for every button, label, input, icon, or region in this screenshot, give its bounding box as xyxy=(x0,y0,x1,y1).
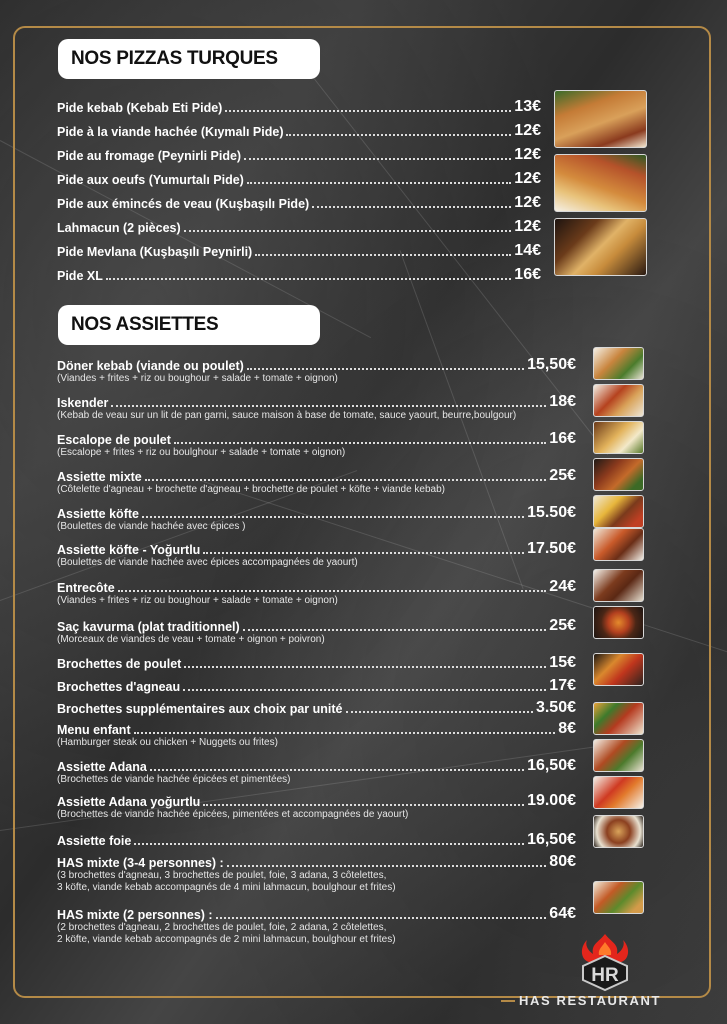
menu-item-name: Pide aux émincés de veau (Kuşbaşılı Pide) xyxy=(57,197,310,211)
menu-item xyxy=(57,574,576,596)
menu-item xyxy=(57,673,576,695)
menu-item-price: 25€ xyxy=(549,467,576,484)
menu-item-price: 18€ xyxy=(549,393,576,410)
menu-item-description: (Viandes + frites + riz ou boughour + salade + tomate + oignon) xyxy=(57,373,338,384)
menu-item xyxy=(57,190,541,212)
dot-leader xyxy=(286,134,511,136)
dot-leader xyxy=(174,442,546,444)
menu-item-name: Assiette mixte xyxy=(57,470,142,484)
dot-leader xyxy=(184,666,546,668)
menu-item-description: (Côtelette d'agneau + brochette d'agneau + brochette de poulet + köfte + viande kebab) xyxy=(57,484,445,495)
menu-item-price: 12€ xyxy=(514,170,541,187)
menu-item-price: 12€ xyxy=(514,146,541,163)
entrecote-photo xyxy=(593,569,644,602)
kofte-yogurt-photo xyxy=(593,528,644,561)
menu-item xyxy=(57,118,541,140)
dot-leader xyxy=(243,629,547,631)
menu-item-price: 25€ xyxy=(549,617,576,634)
menu-item-name: Assiette Adana yoğurtlu xyxy=(57,795,201,809)
menu-item-price: 16€ xyxy=(549,430,576,447)
adana-yogurt-photo xyxy=(593,776,644,809)
menu-item-description: (2 brochettes d'agneau, 2 brochettes de poulet, foie, 2 adana, 2 côtelettes, xyxy=(57,922,387,933)
menu-item-price: 16,50€ xyxy=(527,831,576,848)
menu-item xyxy=(57,463,576,485)
dot-leader xyxy=(216,917,547,919)
menu-item-price: 24€ xyxy=(549,578,576,595)
menu-item-price: 12€ xyxy=(514,122,541,139)
menu-item xyxy=(57,389,576,411)
menu-item-name: Pide kebab (Kebab Eti Pide) xyxy=(57,101,223,115)
section-title-assiettes: NOS ASSIETTES xyxy=(58,305,320,345)
menu-item-name: Iskender xyxy=(57,396,109,410)
menu-item-description: (3 brochettes d'agneau, 3 brochettes de poulet, foie, 3 adana, 3 côtelettes, xyxy=(57,870,387,881)
menu-item-description: (Brochettes de viande hachée épicées, pimentées et accompagnées de yaourt) xyxy=(57,809,409,820)
menu-item xyxy=(57,716,576,738)
menu-item-name: Brochettes de poulet xyxy=(57,657,182,671)
dot-leader xyxy=(312,206,511,208)
menu-item xyxy=(57,849,576,871)
menu-item-name: Brochettes supplémentaires aux choix par unité xyxy=(57,702,343,716)
menu-item-name: Pide XL xyxy=(57,269,103,283)
menu-item xyxy=(57,426,576,448)
dot-leader xyxy=(184,230,512,232)
menu-item-description: (Kebab de veau sur un lit de pan garni, sauce maison à base de tomate, sauce yaourt, beurre,boulgour) xyxy=(57,410,517,421)
menu-item-description: (Morceaux de viandes de veau + tomate + oignon + poivron) xyxy=(57,634,325,645)
mixte-photo xyxy=(593,458,644,491)
dot-leader xyxy=(142,516,524,518)
menu-item xyxy=(57,753,576,775)
dot-leader xyxy=(247,182,511,184)
menu-item-description: (Boulettes de viande hachée avec épices ) xyxy=(57,521,246,532)
menu-item xyxy=(57,238,541,260)
menu-item xyxy=(57,500,576,522)
menu-item-description: (Hamburger steak ou chicken + Nuggets ou frites) xyxy=(57,737,278,748)
menu-item-name: Assiette foie xyxy=(57,834,132,848)
menu-item-name: Lahmacun (2 pièces) xyxy=(57,221,181,235)
menu-item-price: 13€ xyxy=(514,98,541,115)
logo-letters: HR xyxy=(591,965,619,986)
menu-item-price: 3.50€ xyxy=(535,699,576,716)
menu-item-description: 2 köfte, viande kebab accompagnés de 2 mini lahmacun, boulghour et frites) xyxy=(57,934,396,945)
menu-item-name: Assiette köfte xyxy=(57,507,139,521)
foie-photo xyxy=(593,815,644,848)
brand-name: HAS RESTAURANT xyxy=(519,993,662,1008)
doner-photo xyxy=(593,347,644,380)
menu-item-description: (Brochettes de viande hachée épicées et pimentées) xyxy=(57,774,291,785)
menu-item xyxy=(57,827,576,849)
dot-leader xyxy=(227,865,547,867)
menu-item-price: 8€ xyxy=(558,720,576,737)
dot-leader xyxy=(118,590,547,592)
menu-item-name: Pide Mevlana (Kuşbaşılı Peynirli) xyxy=(57,245,253,259)
menu-item-name: Saç kavurma (plat traditionnel) xyxy=(57,620,240,634)
menu-item-name: Brochettes d'agneau xyxy=(57,680,181,694)
escalope-photo xyxy=(593,421,644,454)
menu-item-name: HAS mixte (2 personnes) : xyxy=(57,908,213,922)
dot-leader xyxy=(203,552,524,554)
menu-item xyxy=(57,166,541,188)
menu-item-name: Pide au fromage (Peynirli Pide) xyxy=(57,149,242,163)
menu-item xyxy=(57,214,541,236)
dot-leader xyxy=(134,843,524,845)
dot-leader xyxy=(111,405,546,407)
dot-leader xyxy=(134,732,556,734)
menu-enfant-photo xyxy=(593,702,644,735)
menu-item-price: 80€ xyxy=(549,853,576,870)
menu-item-price: 17€ xyxy=(549,677,576,694)
pide-xl-photo xyxy=(554,218,647,276)
menu-item-price: 64€ xyxy=(549,905,576,922)
menu-item-name: Escalope de poulet xyxy=(57,433,171,447)
dot-leader xyxy=(225,110,511,112)
brochettes-photo xyxy=(593,653,644,686)
pide-platter-photo xyxy=(554,154,647,212)
menu-item-description: (Boulettes de viande hachée avec épices accompagnées de yaourt) xyxy=(57,557,358,568)
menu-item xyxy=(57,94,541,116)
dot-leader xyxy=(106,278,511,280)
menu-item-name: Döner kebab (viande ou poulet) xyxy=(57,359,244,373)
menu-item xyxy=(57,695,576,717)
menu-item xyxy=(57,352,576,374)
menu-item xyxy=(57,262,541,284)
dot-leader xyxy=(183,689,546,691)
menu-item-price: 16€ xyxy=(514,266,541,283)
sac-kavurma-photo xyxy=(593,606,644,639)
menu-item-name: Pide à la viande hachée (Kıymalı Pide) xyxy=(57,125,284,139)
menu-item-price: 12€ xyxy=(514,194,541,211)
pide-kebab-photo xyxy=(554,90,647,148)
brand-divider xyxy=(501,1000,515,1002)
menu-item-price: 15€ xyxy=(549,654,576,671)
menu-item xyxy=(57,650,576,672)
menu-item xyxy=(57,613,576,635)
menu-item xyxy=(57,788,576,810)
has-mixte-photo xyxy=(593,881,644,914)
kofte-photo xyxy=(593,495,644,528)
adana-photo xyxy=(593,739,644,772)
menu-item-price: 19.00€ xyxy=(527,792,576,809)
menu-item-name: Entrecôte xyxy=(57,581,115,595)
menu-item-name: Pide aux oeufs (Yumurtalı Pide) xyxy=(57,173,244,187)
menu-item-price: 17.50€ xyxy=(527,540,576,557)
menu-item-price: 16,50€ xyxy=(527,757,576,774)
menu-item-name: Assiette köfte - Yoğurtlu xyxy=(57,543,201,557)
dot-leader xyxy=(145,479,547,481)
menu-item xyxy=(57,142,541,164)
dot-leader xyxy=(244,158,511,160)
dot-leader xyxy=(346,711,533,713)
menu-item-price: 15.50€ xyxy=(527,504,576,521)
menu-item xyxy=(57,901,576,923)
menu-item-description: 3 köfte, viande kebab accompagnés de 4 mini lahmacun, boulghour et frites) xyxy=(57,882,396,893)
menu-item-name: HAS mixte (3-4 personnes) : xyxy=(57,856,224,870)
menu-item-description: (Escalope + frites + riz ou boulghour + salade + tomate + oignon) xyxy=(57,447,346,458)
has-restaurant-logo xyxy=(575,932,635,992)
dot-leader xyxy=(150,769,524,771)
iskender-photo xyxy=(593,384,644,417)
menu-item-description: (Viandes + frites + riz ou boughour + salade + tomate + oignon) xyxy=(57,595,338,606)
menu-item-name: Assiette Adana xyxy=(57,760,147,774)
menu-item-name: Menu enfant xyxy=(57,723,131,737)
dot-leader xyxy=(203,804,524,806)
dot-leader xyxy=(247,368,524,370)
menu-item xyxy=(57,536,576,558)
menu-item-price: 14€ xyxy=(514,242,541,259)
section-title-pizzas: NOS PIZZAS TURQUES xyxy=(58,39,320,79)
menu-item-price: 15,50€ xyxy=(527,356,576,373)
menu-item-price: 12€ xyxy=(514,218,541,235)
dot-leader xyxy=(255,254,511,256)
